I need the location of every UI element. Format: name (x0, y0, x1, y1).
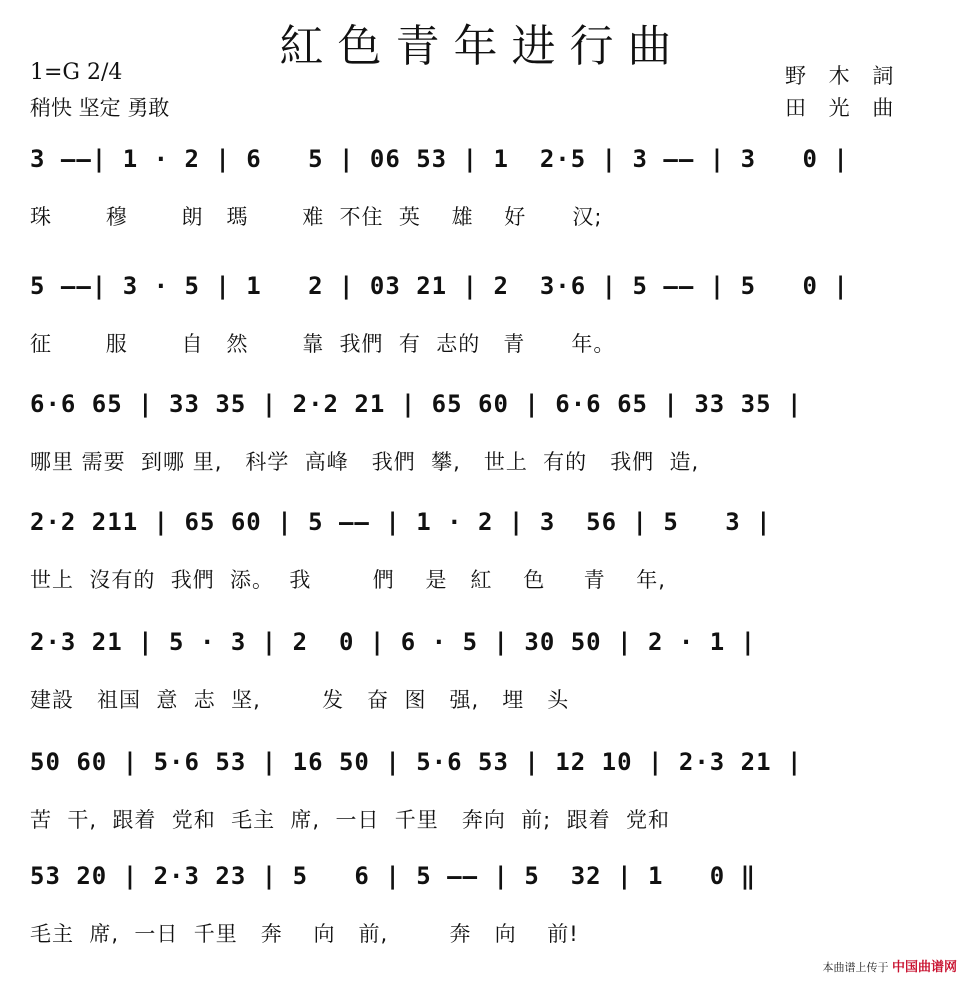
lyric-line: 征 服 自 然 靠 我們 有 志的 青 年。 (30, 332, 616, 356)
notation-line: 53 20 | 2·3 23 | 5 6 | 5 —— | 5 32 | 1 0 ‖ (30, 862, 757, 890)
site-logo[interactable]: 中国曲谱网 (891, 960, 957, 975)
source-footer (822, 956, 957, 975)
lyric-line: 建設 祖国 意 志 坚, 发 奋 图 强, 埋 头 (30, 688, 570, 712)
lyric-line: 世上 沒有的 我們 添。 我 們 是 紅 色 青 年, (30, 568, 666, 592)
lyricist-credit: 野 木 詞 (785, 64, 902, 88)
lyric-line: 珠 穆 朗 瑪 难 不住 英 雄 好 汉; (30, 205, 603, 229)
lyric-line: 苦 干, 跟着 党和 毛主 席, 一日 千里 奔向 前; 跟着 党和 (30, 808, 670, 832)
notation-line: 6·6 65 | 33 35 | 2·2 21 | 65 60 | 6·6 65 | 33 35 | (30, 390, 803, 418)
footer-prefix: 本曲谱上传于 (822, 961, 889, 974)
notation-line: 3 ——| 1 · 2 | 6 5 | 06 53 | 1 2·5 | 3 —— | 3 0 | (30, 145, 849, 173)
song-title: 紅色青年进行曲 (279, 21, 686, 72)
notation-line: 50 60 | 5·6 53 | 16 50 | 5·6 53 | 12 10 | 2·3 21 | (30, 748, 803, 776)
lyric-line: 毛主 席, 一日 千里 奔 向 前, 奔 向 前! (30, 922, 579, 946)
key-signature: 1=G 2/4 (30, 60, 123, 85)
notation-line: 2·2 211 | 65 60 | 5 —— | 1 · 2 | 3 56 | 5 3 | (30, 508, 772, 536)
composer-credit: 田 光 曲 (785, 96, 902, 120)
tempo-marking: 稍快 坚定 勇敢 (30, 96, 170, 120)
lyric-line: 哪里 需要 到哪 里, 科学 高峰 我們 攀, 世上 有的 我們 造, (30, 450, 700, 474)
notation-line: 5 ——| 3 · 5 | 1 2 | 03 21 | 2 3·6 | 5 —— | 5 0 | (30, 272, 849, 300)
notation-line: 2·3 21 | 5 · 3 | 2 0 | 6 · 5 | 30 50 | 2 · 1 | (30, 628, 757, 656)
